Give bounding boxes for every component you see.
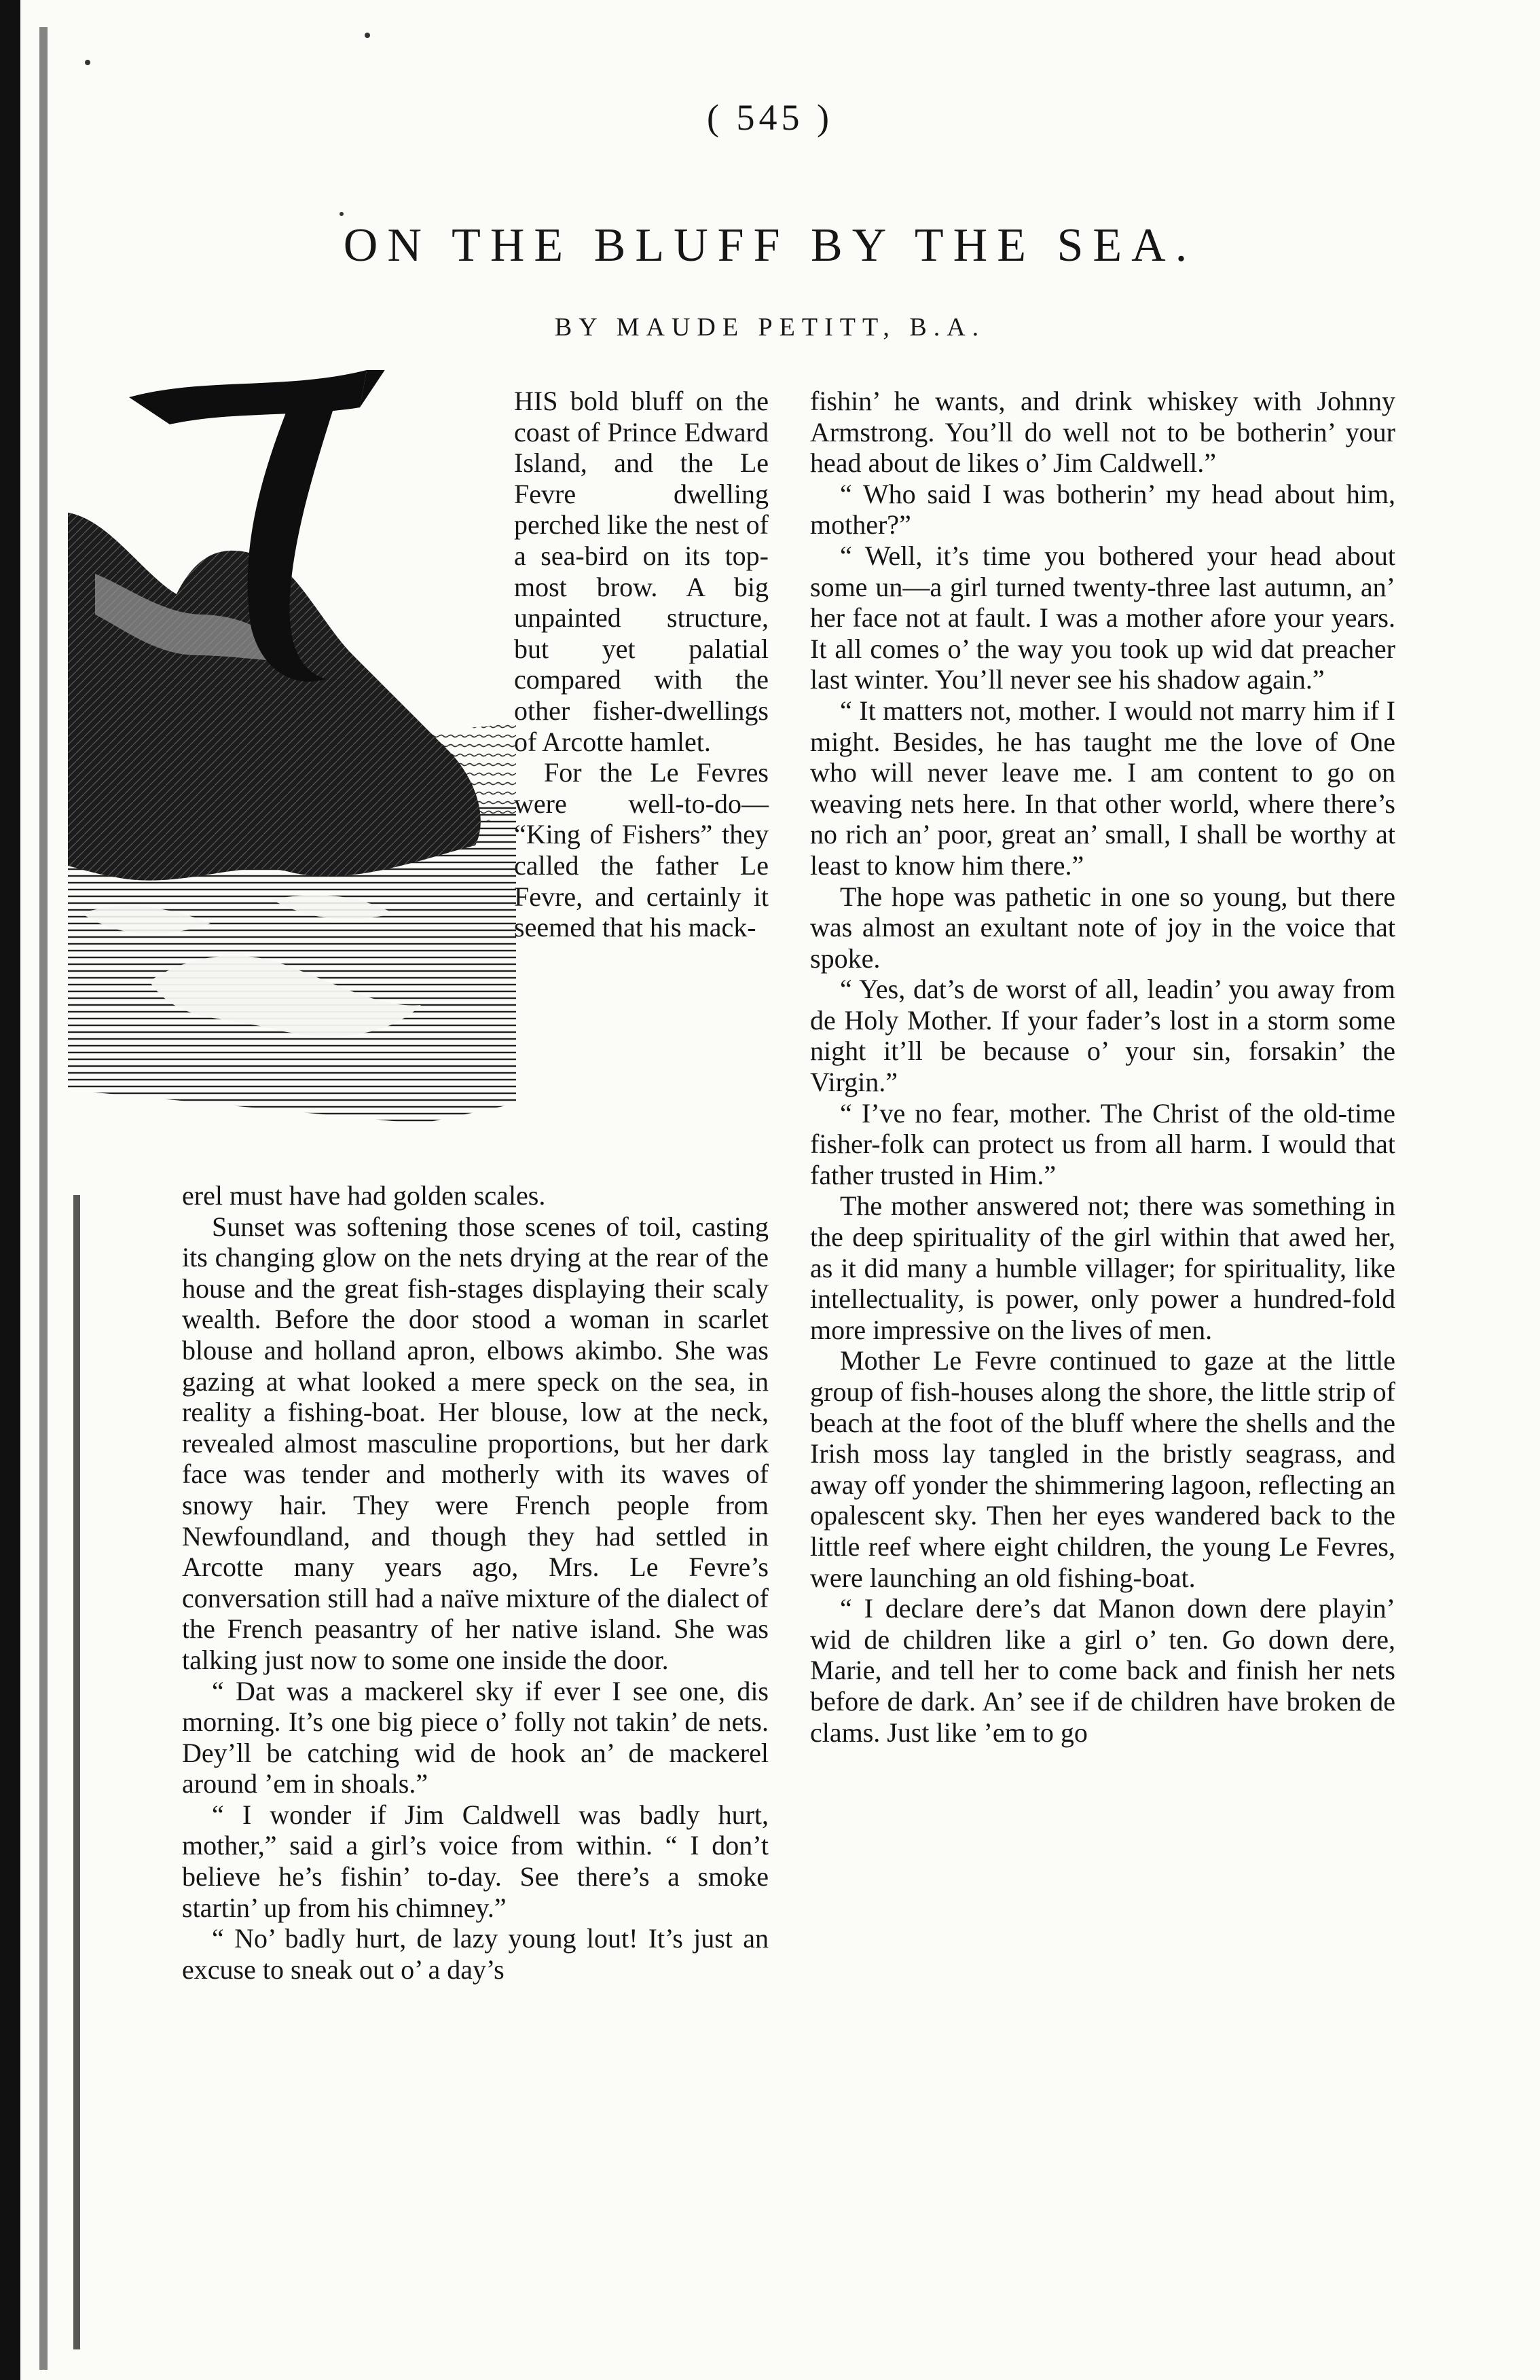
paragraph: erel must have had golden scales. — [182, 1180, 546, 1211]
paragraph: The mother answered not; there was something in the deep spirituality of the girl within that awed her, as it did many a humble villager; for spirituality, like intellectuality, is power, only power a hundred-fold more impressive on the lives of men. — [810, 1190, 1395, 1345]
binding-shadow — [39, 27, 48, 2370]
right-column — [810, 386, 1395, 1748]
binding-edge — [0, 0, 20, 2380]
article-title: ON THE BLUFF BY THE SEA. — [343, 219, 1197, 272]
paragraph: “ I wonder if Jim Caldwell was badly hurt, mother,” said a girl’s voice from within. “ I don’t believe he’s fishin’ to-day. See there’s a smoke startin’ up from his chimney.” — [182, 1799, 769, 1923]
paragraph: “ Dat was a mackerel sky if ever I see one, dis morning. It’s one big piece o’ folly not takin’ de nets. Dey’ll be catching wid de hook an’ de mackerel around ’em in shoals.” — [182, 1675, 769, 1799]
paragraph: “ I’ve no fear, mother. The Christ of the old-time fisher-folk can protect us from all harm. I would that father trusted in Him.” — [810, 1097, 1395, 1190]
paragraph: The hope was pathetic in one so young, but there was almost an exultant note of joy in the voice that spoke. — [810, 881, 1395, 974]
paragraph: Sunset was softening those scenes of toil, casting its changing glow on the nets drying at the rear of the house and the great fish-stages displaying their scaly wealth. Before the door stood a woman in scarlet blouse and holland apron, elbows akimbo. She was gazing at what looked a mere speck on the sea, in reality a fishing-boat. Her blouse, low at the neck, revealed almost masculine proportions, but her dark face was tender and motherly with its waves of snowy hair. They were French people from Newfoundland, and though they had settled in Arcotte many years ago, Mrs. Le Fevre’s conversation still had a naïve mixture of the dialect of the French peasantry of her native island. She was talking just now to some one inside the door. — [182, 1211, 769, 1675]
paragraph: “ Yes, dat’s de worst of all, leadin’ you away from de Holy Mother. If your fader’s lost in a storm some night it’ll be because o’ your sin, forsakin’ the Virgin.” — [810, 974, 1395, 1098]
paragraph: “ I declare dere’s dat Manon down dere playin’ wid de children like a girl o’ ten. Go down dere, Marie, and tell her to come back and finish her nets before de dark. An’ see if de children have broken de clams. Just like ’em to go — [810, 1593, 1395, 1748]
print-speck — [85, 60, 90, 65]
paragraph: “ It matters not, mother. I would not marry him if I might. Besides, he has taught me the love of One who will never leave me. I am content to go on weaving nets here. In that other world, where there’s no rich an’ poor, great an’ small, I shall be worthy at least to know him there.” — [810, 695, 1395, 881]
print-speck — [340, 212, 344, 216]
intro-column — [514, 386, 769, 943]
page-number: ( 545 ) — [707, 97, 833, 138]
paragraph: For the Le Fevres were well-to-do— “King of Fishers” they called the father Le Fevre, and certainly it seemed that his mack- — [514, 757, 769, 943]
paragraph: fishin’ he wants, and drink whiskey with Johnny Armstrong. You’ll do well not to be botherin’ your head about de likes o’ Jim Caldwell.” — [810, 386, 1395, 479]
paragraph: HIS bold bluff on the coast of Prince Edward Island, and the Le Fevre dwelling perched like the nest of a sea-bird on its top-most brow. A big unpainted structure, but yet palatial compared with the other fisher-dwellings of Arcotte hamlet. — [514, 386, 769, 757]
paragraph: “ No’ badly hurt, de lazy young lout! It’s just an excuse to sneak out o’ a day’s — [182, 1923, 769, 1985]
paragraph: “ Who said I was botherin’ my head about him, mother?” — [810, 478, 1395, 541]
paragraph: Mother Le Fevre continued to gaze at the little group of fish-houses along the shore, the little strip of beach at the foot of the bluff where the shells and the Irish moss lay tangled in the bristly seagrass, and away off yonder the shimmering lagoon, reflecting an opalescent sky. Then her eyes wandered back to the little reef where eight children, the young Le Fevres, were launching an old fishing-boat. — [810, 1345, 1395, 1593]
left-column — [182, 1180, 769, 1985]
binding-shadow-lower — [73, 1195, 80, 2349]
drop-cap-illustration — [68, 370, 516, 1131]
paragraph: “ Well, it’s time you bothered your head about some un—a girl turned twenty-three last autumn, an’ her face not at fault. I was a mother afore your years. It all comes o’ the way you took up wid dat preacher last winter. You’ll never see his shadow again.” — [810, 540, 1395, 695]
article-byline: BY MAUDE PETITT, B.A. — [554, 313, 986, 342]
print-speck — [365, 33, 370, 38]
